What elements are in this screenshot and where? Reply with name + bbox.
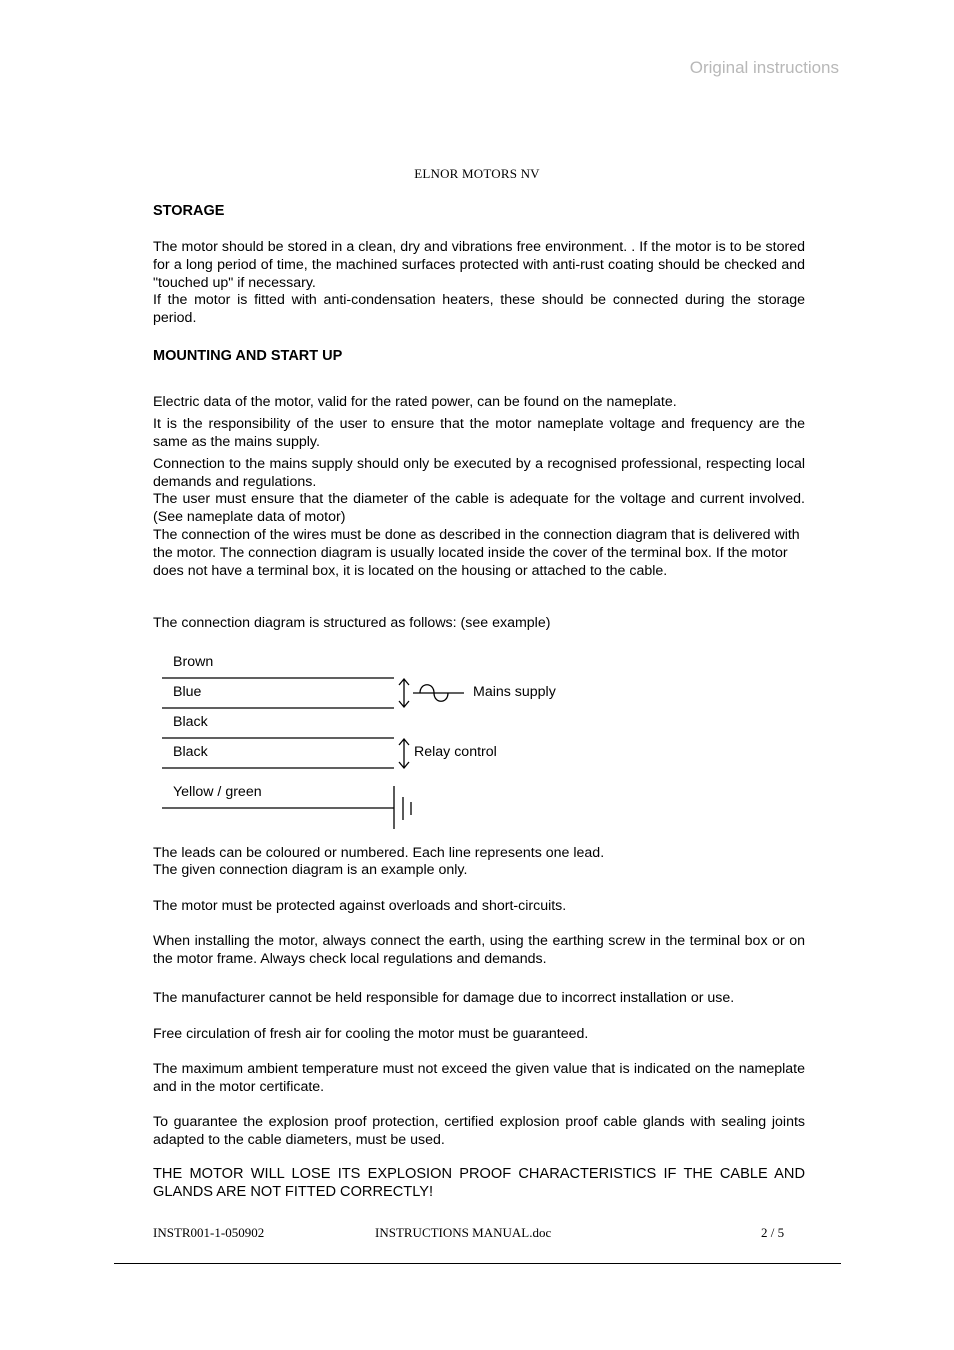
lead-label-yellow-green: Yellow / green (173, 784, 262, 800)
mounting-heading: MOUNTING AND START UP (153, 348, 343, 364)
mounting-paragraph-6: The connection diagram is structured as follows: (see example) (153, 615, 551, 631)
after-paragraph-8: To guarantee the explosion proof protection, certified explosion proof cable glands with sealing joints adapted to the cable diameters, must be used. (153, 1114, 805, 1148)
after-paragraph-2: The given connection diagram is an example only. (153, 862, 468, 878)
mounting-paragraph-5: The connection of the wires must be done as described in the connection diagram that is delivered with the motor. The connection diagram is usually located inside the cover of the terminal box. If the motor does not have a terminal box, it is located on the housing or attached to the cable. (153, 527, 800, 579)
mounting-paragraph-2: It is the responsibility of the user to ensure that the motor nameplate voltage and frequency are the same as the mains supply. (153, 416, 805, 450)
after-paragraph-3: The motor must be protected against overloads and short-circuits. (153, 898, 567, 914)
footer-doc-code: INSTR001-1-050902 (153, 1225, 265, 1240)
footer-page-number: 2 / 5 (761, 1225, 785, 1240)
mounting-paragraph-1: Electric data of the motor, valid for the rated power, can be found on the nameplate. (153, 394, 677, 410)
mains-arrow-icon (399, 679, 409, 707)
lead-label-blue: Blue (173, 684, 202, 700)
earth-symbol-icon (394, 786, 411, 829)
footer-divider (114, 1263, 841, 1264)
after-paragraph-6: Free circulation of fresh air for cooling the motor must be guaranteed. (153, 1026, 589, 1042)
watermark-original-instructions: Original instructions (689, 58, 839, 77)
lead-label-black-1: Black (173, 714, 208, 730)
after-paragraph-1: The leads can be coloured or numbered. Each line represents one lead. (153, 845, 605, 861)
after-paragraph-4: When installing the motor, always connect the earth, using the earthing screw in the terminal box or on the motor frame. Always check local regulations and demands. (153, 933, 805, 967)
mounting-paragraph-4: The user must ensure that the diameter of the cable is adequate for the voltage and current involved. (See nameplate data of motor) (153, 491, 805, 525)
footer-doc-name: INSTRUCTIONS MANUAL.doc (375, 1225, 552, 1240)
storage-paragraph-2: If the motor is fitted with anti-condensation heaters, these should be connected during the storage period. (153, 292, 805, 326)
mains-supply-label: Mains supply (473, 684, 556, 700)
after-paragraph-7: The maximum ambient temperature must not exceed the given value that is indicated on the nameplate and in the motor certificate. (153, 1061, 805, 1095)
relay-control-label: Relay control (414, 744, 497, 760)
company-header: ELNOR MOTORS NV (414, 166, 540, 181)
lead-label-black-2: Black (173, 744, 208, 760)
relay-arrow-icon (399, 739, 409, 768)
storage-paragraph-1: The motor should be stored in a clean, dry and vibrations free environment. . If the motor is to be stored for a long period of time, the machined surfaces protected with anti-rust coating should be checked and "touched up" if necessary. (153, 239, 805, 291)
after-paragraph-5: The manufacturer cannot be held responsible for damage due to incorrect installation or use. (153, 990, 735, 1006)
ac-sine-icon (413, 685, 464, 702)
storage-heading: STORAGE (153, 203, 225, 219)
mounting-paragraph-3: Connection to the mains supply should only be executed by a recognised professional, respecting local demands and regulations. (153, 456, 805, 490)
warning-paragraph: THE MOTOR WILL LOSE ITS EXPLOSION PROOF CHARACTERISTICS IF THE CABLE AND GLANDS ARE NOT FITTED CORRECTLY! (153, 1166, 805, 1200)
lead-label-brown: Brown (173, 654, 214, 670)
